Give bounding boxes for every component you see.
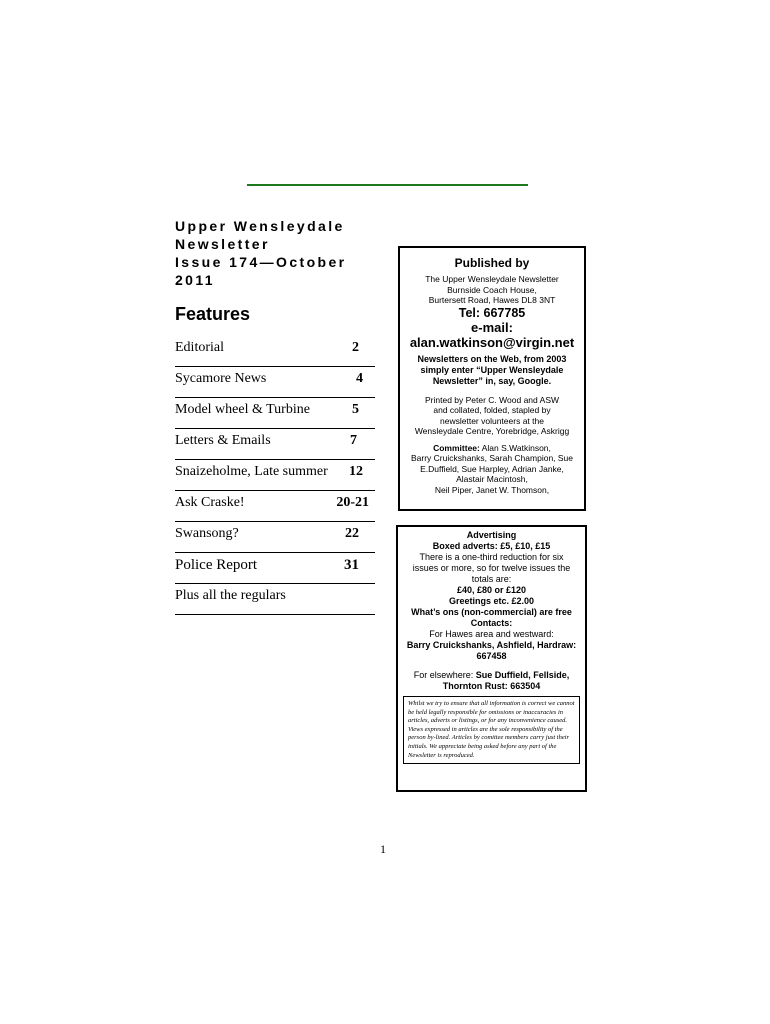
printed-line: Wensleydale Centre, Yorebridge, Askrigg	[414, 426, 570, 436]
committee-line: Barry Cruickshanks, Sarah Champion, Sue	[410, 453, 574, 463]
committee-label: Committee:	[433, 442, 480, 453]
address-line: Burtersett Road, Hawes DL8 3NT	[428, 295, 556, 305]
features-heading: Features	[175, 304, 251, 324]
greetings-price: Greetings etc. £2.00	[448, 596, 535, 606]
committee-line: Neil Piper, Janet W. Thomson,	[434, 484, 550, 495]
email-address[interactable]: alan.watkinson@virgin.net	[409, 334, 575, 350]
list-item	[175, 367, 375, 398]
web-line: simply enter “Upper Wensleydale	[420, 364, 564, 375]
title-line: Issue 174—October	[175, 254, 347, 270]
publisher-box	[398, 246, 586, 511]
list-item	[175, 522, 375, 553]
elsewhere-label: For elsewhere:	[413, 670, 476, 680]
committee-line: E.Duffield, Sue Harpley, Adrian Janke,	[420, 463, 564, 474]
features-list	[175, 336, 375, 615]
printed-note	[400, 395, 584, 437]
title-line: 2011	[175, 272, 215, 288]
title-line: Upper Wensleydale	[175, 218, 345, 234]
feature-title: Model wheel & Turbine	[175, 402, 310, 417]
feature-title: Sycamore News	[175, 371, 267, 386]
web-line: Newsletter” in, say, Google.	[432, 375, 552, 386]
feature-page: 5	[352, 402, 359, 417]
publisher-address	[400, 274, 584, 306]
disclaimer-box: Whilst we try to ensure that all information is correct we cannot be held legally responsible for omissions or inaccuracies in articles, adverts or listings, or for any inconvenience caused. Views expressed in articles are the sole responsibility of the person by-lined. Articles by comittee members carry just their initials. We appreciate being asked before any part of the Newsletter is reproduced.	[403, 696, 580, 764]
address-line: The Upper Wensleydale Newsletter	[425, 274, 559, 284]
reduction-line: totals are:	[471, 574, 512, 584]
feature-page: 2	[352, 340, 359, 355]
publisher-phone: Tel: 667785	[458, 305, 526, 320]
list-item	[175, 429, 375, 460]
hawes-contact-line: 667458	[476, 651, 507, 661]
decorative-rule	[247, 184, 528, 186]
email-label: e-mail:	[471, 319, 513, 335]
feature-title: Plus all the regulars	[175, 588, 286, 603]
feature-title: Letters & Emails	[175, 433, 271, 448]
feature-title: Snaizeholme, Late summer	[175, 464, 328, 479]
publisher-heading: Published by	[454, 256, 530, 270]
committee-line: Alastair Macintosh,	[456, 474, 528, 484]
feature-page: 7	[350, 433, 357, 448]
list-item	[175, 491, 375, 522]
elsewhere-contact-b: Thornton Rust: 663504	[442, 681, 541, 691]
list-item	[175, 336, 375, 367]
web-line: Newsletters on the Web, from 2003	[417, 353, 567, 364]
whats-ons-note: What’s ons (non-commercial) are free	[411, 607, 572, 617]
elsewhere-contact	[398, 670, 585, 681]
feature-title: Editorial	[175, 340, 224, 355]
list-item	[175, 398, 375, 429]
committee-list	[400, 443, 584, 496]
feature-title: Police Report	[175, 557, 258, 573]
page-number: 1	[380, 842, 386, 856]
feature-page: 31	[344, 557, 359, 573]
reduction-line: issues or more, so for twelve issues the	[412, 563, 571, 573]
title-line: Newsletter	[175, 236, 270, 252]
contacts-heading: Contacts:	[470, 618, 513, 628]
web-note	[400, 354, 584, 387]
list-item	[175, 553, 375, 584]
feature-page: 4	[356, 371, 363, 386]
printed-line: and collated, folded, stapled by	[433, 405, 551, 415]
hawes-label: For Hawes area and westward:	[429, 629, 554, 639]
list-item	[175, 584, 375, 615]
elsewhere-contact-a: Sue Duffield, Fellside,	[475, 670, 570, 680]
totals: £40, £80 or £120	[456, 585, 527, 595]
feature-title: Swansong?	[175, 526, 239, 541]
feature-page: 22	[345, 526, 359, 541]
list-item	[175, 460, 375, 491]
advertising-heading: Advertising	[466, 530, 517, 540]
feature-page: 12	[349, 464, 363, 479]
feature-title: Ask Craske!	[175, 495, 245, 510]
feature-page: 20-21	[336, 495, 369, 510]
hawes-contact-line: Barry Cruickshanks, Ashfield, Hardraw:	[406, 640, 577, 650]
reduction-line: There is a one-third reduction for six	[419, 552, 564, 562]
committee-line: Alan S.Watkinson,	[479, 442, 551, 453]
advertising-box	[396, 525, 587, 792]
boxed-adverts: Boxed adverts: £5, £10, £15	[432, 541, 551, 551]
address-line: Burnside Coach House,	[447, 284, 537, 295]
divider	[175, 614, 375, 615]
printed-line: newsletter volunteers at the	[440, 415, 544, 426]
reduction-note	[398, 552, 585, 585]
printed-line: Printed by Peter C. Wood and ASW	[424, 394, 560, 405]
newsletter-title	[175, 217, 385, 289]
